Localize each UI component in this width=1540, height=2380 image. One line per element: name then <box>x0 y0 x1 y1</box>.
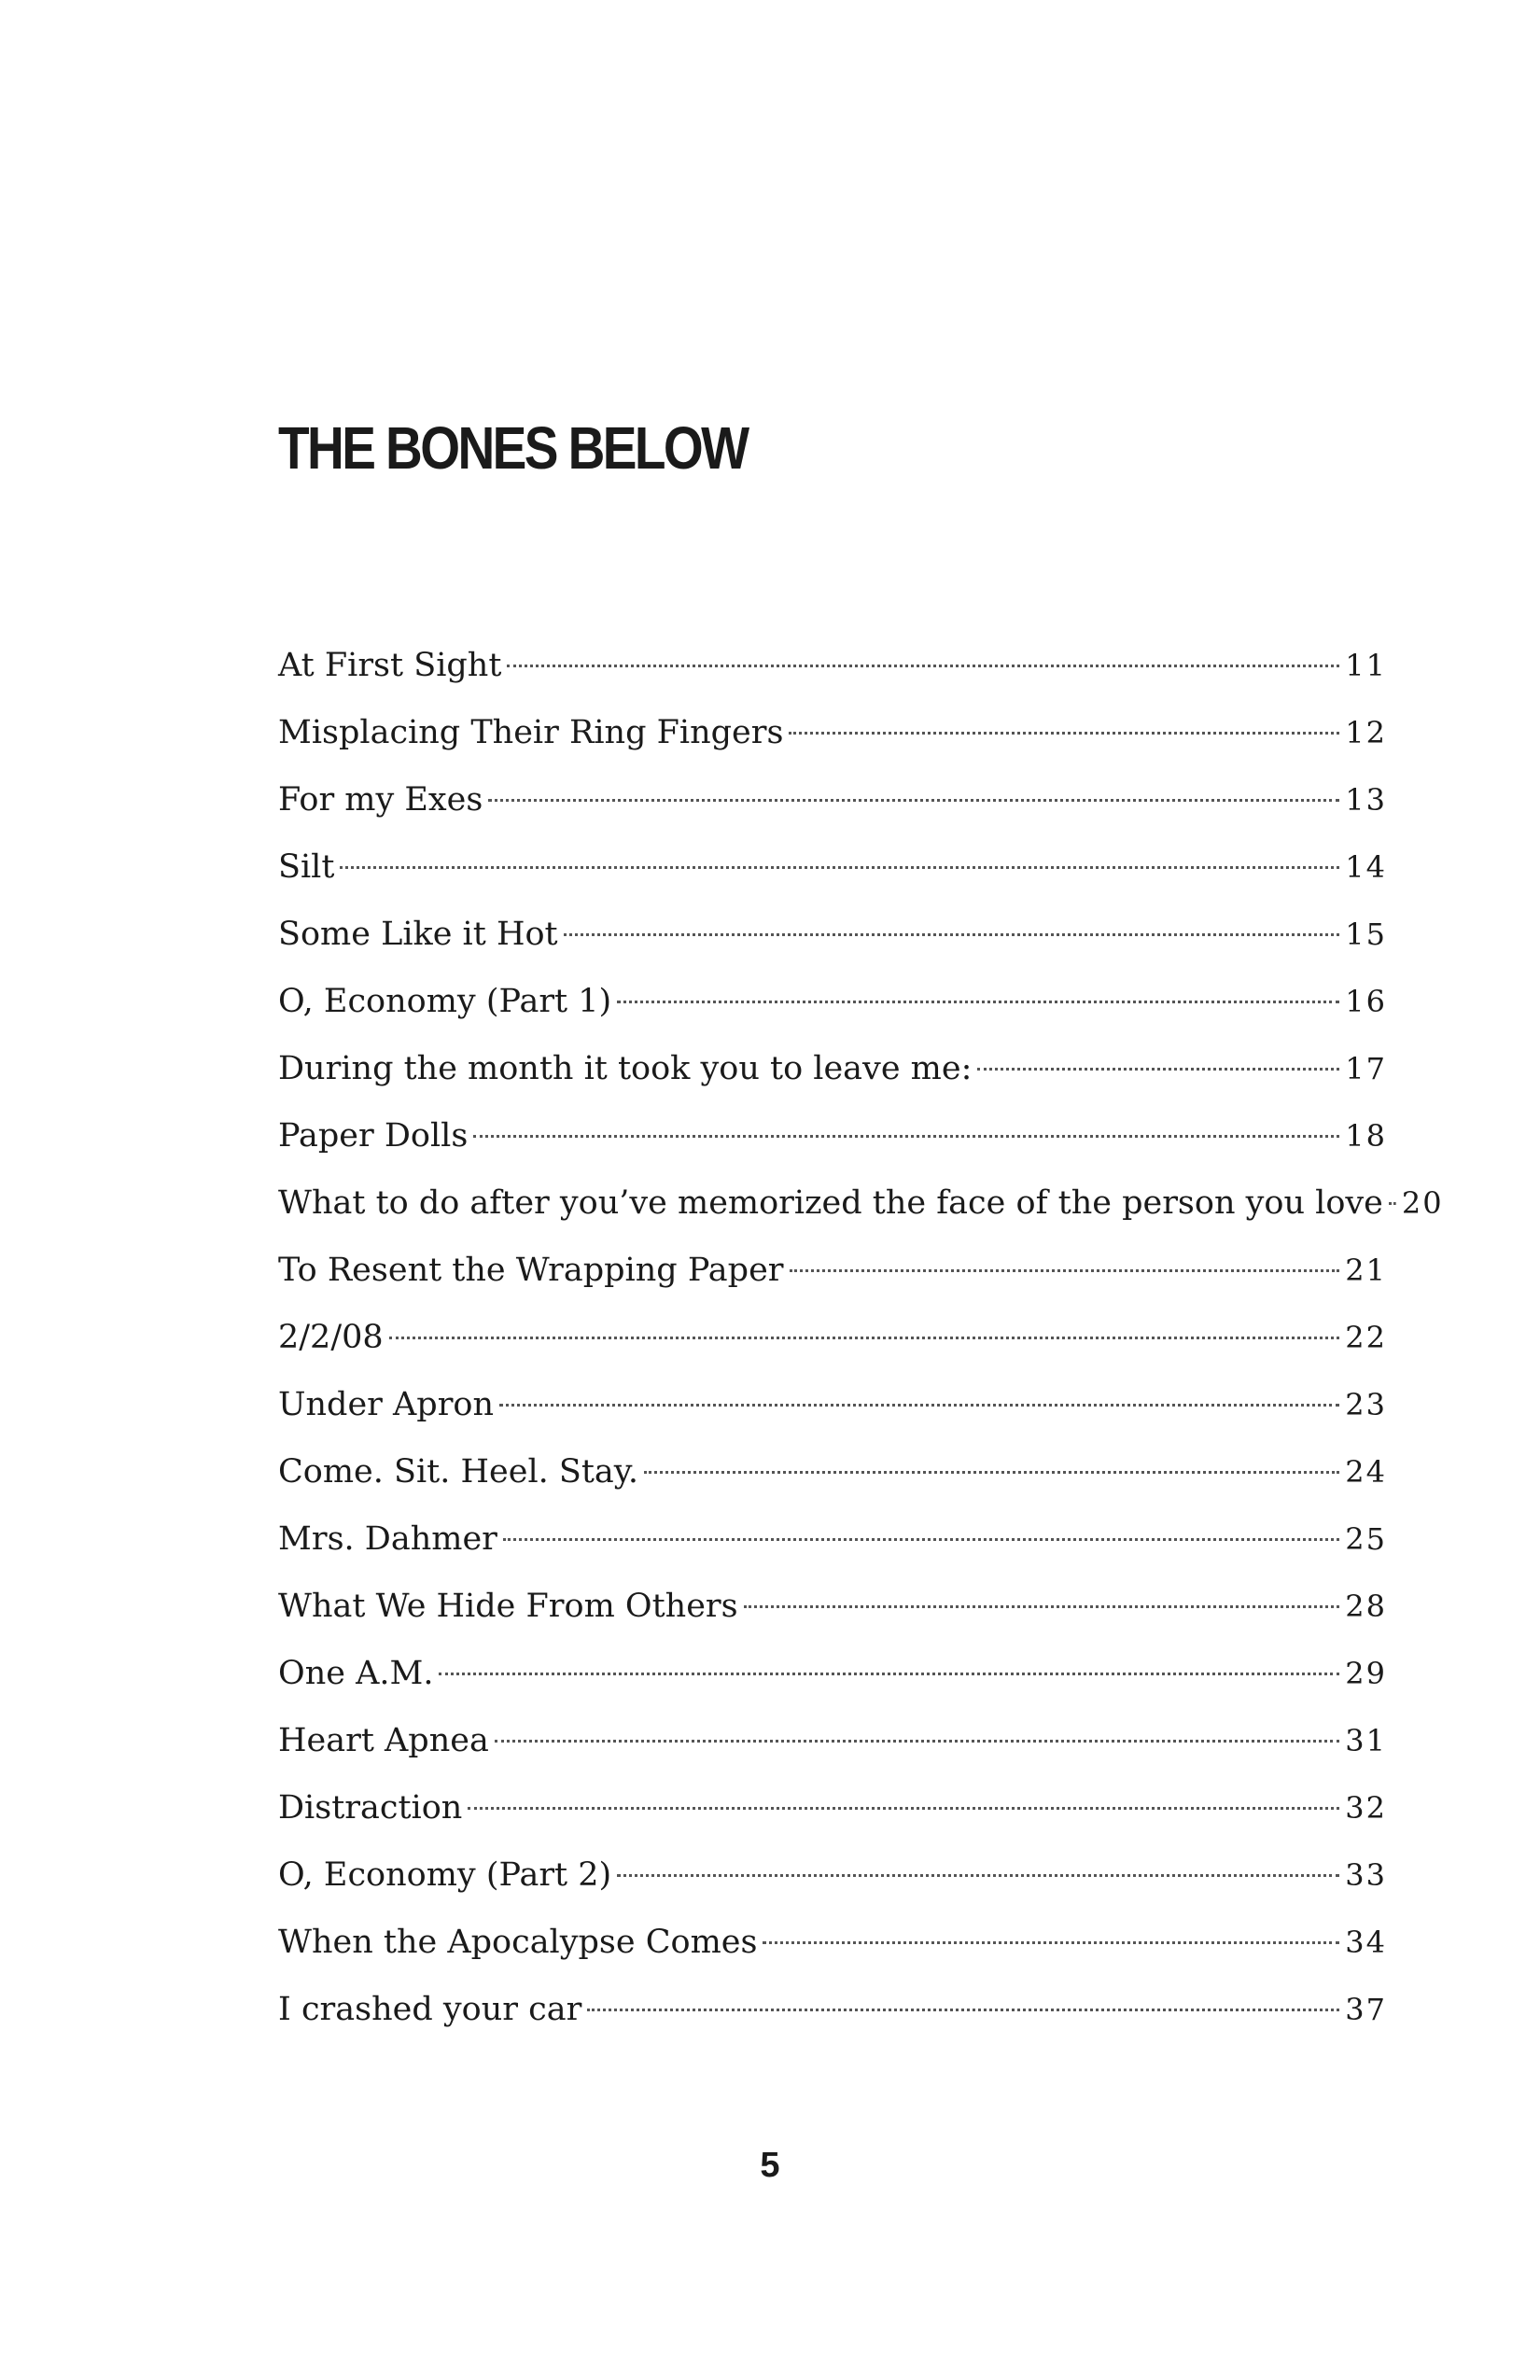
toc-entry <box>278 1774 1387 1841</box>
toc-entry-page: 34 <box>1345 1925 1387 1960</box>
toc-entry <box>278 1976 1387 2043</box>
toc-entry-page: 14 <box>1345 849 1387 885</box>
dot-leader <box>389 1337 1340 1339</box>
toc-entry-page: 22 <box>1345 1320 1387 1355</box>
toc-entry-title: Come. Sit. Heel. Stay. <box>278 1453 639 1491</box>
toc-entry-title: Heart Apnea <box>278 1722 489 1759</box>
toc-entry-page: 18 <box>1345 1118 1387 1154</box>
toc-entry <box>278 1841 1387 1909</box>
toc-entry-title: Under Apron <box>278 1386 495 1423</box>
toc-entry-title: At First Sight <box>278 647 502 684</box>
dot-leader <box>564 933 1340 936</box>
dot-leader <box>340 866 1339 869</box>
toc-entry <box>278 1640 1387 1707</box>
toc-entry <box>278 1371 1387 1438</box>
toc-entry-title: 2/2/08 <box>278 1319 384 1356</box>
dot-leader <box>617 1874 1339 1877</box>
dot-leader <box>499 1404 1339 1407</box>
dot-leader <box>495 1740 1339 1743</box>
toc-entry-title: To Resent the Wrapping Paper <box>278 1252 784 1289</box>
section-title: THE BONES BELOW <box>278 414 748 482</box>
toc-entry <box>278 699 1387 766</box>
toc-entry-title: For my Exes <box>278 781 483 819</box>
toc-entry-title: When the Apocalypse Comes <box>278 1924 758 1961</box>
toc-entry-title: What We Hide From Others <box>278 1588 738 1625</box>
dot-leader <box>977 1068 1339 1071</box>
dot-leader <box>789 732 1339 735</box>
dot-leader <box>488 799 1339 802</box>
dot-leader <box>468 1807 1339 1810</box>
toc-entry <box>278 1102 1387 1169</box>
dot-leader <box>503 1538 1339 1541</box>
toc-entry-page: 13 <box>1345 782 1387 818</box>
toc-entry <box>278 766 1387 833</box>
toc-entry <box>278 1707 1387 1774</box>
dot-leader <box>507 665 1339 667</box>
toc-entry-title: I crashed your car <box>278 1991 582 2028</box>
toc-entry-title: Paper Dolls <box>278 1117 469 1155</box>
toc-entry <box>278 1573 1387 1640</box>
dot-leader <box>790 1269 1340 1272</box>
toc-entry-title: Misplacing Their Ring Fingers <box>278 714 784 751</box>
toc-entry <box>278 1909 1387 1976</box>
toc-entry-page: 17 <box>1345 1051 1387 1086</box>
toc-entry-title: O, Economy (Part 1) <box>278 983 612 1020</box>
dot-leader <box>439 1673 1339 1675</box>
toc-entry-title: Distraction <box>278 1789 463 1827</box>
toc-entry-page: 28 <box>1345 1589 1387 1624</box>
toc-entry-page: 32 <box>1345 1790 1387 1826</box>
toc-entry <box>278 1505 1387 1573</box>
toc-entry <box>278 1304 1387 1371</box>
toc-entry-page: 29 <box>1345 1656 1387 1691</box>
toc-entry-title: Some Like it Hot <box>278 916 558 953</box>
toc-entry <box>278 968 1387 1035</box>
toc-entry-page: 15 <box>1345 917 1387 952</box>
toc-entry-title: O, Economy (Part 2) <box>278 1856 612 1894</box>
toc-entry <box>278 1237 1387 1304</box>
toc-entry-page: 25 <box>1345 1521 1387 1557</box>
toc-entry <box>278 833 1387 901</box>
toc-entry-page: 23 <box>1345 1387 1387 1422</box>
toc-entry-page: 11 <box>1345 648 1387 683</box>
toc-entry-title: What to do after you’ve memorized the face of the person you love <box>278 1184 1383 1222</box>
toc-entry-title: During the month it took you to leave me: <box>278 1050 973 1087</box>
toc-entry <box>278 632 1387 699</box>
toc-entry-page: 37 <box>1345 1992 1387 2027</box>
dot-leader <box>587 2009 1339 2011</box>
toc-entry <box>278 1438 1387 1505</box>
toc-entry-page: 24 <box>1345 1454 1387 1490</box>
table-of-contents <box>278 632 1444 2043</box>
dot-leader <box>763 1941 1339 1944</box>
toc-entry-title: Mrs. Dahmer <box>278 1520 497 1558</box>
toc-entry-page: 16 <box>1345 984 1387 1019</box>
dot-leader <box>744 1605 1340 1608</box>
toc-entry-page: 12 <box>1345 715 1387 750</box>
toc-entry <box>278 901 1387 968</box>
dot-leader <box>617 1001 1339 1003</box>
dot-leader <box>1389 1202 1396 1205</box>
toc-entry-page: 31 <box>1345 1723 1387 1758</box>
toc-entry <box>278 1035 1387 1102</box>
toc-entry-page: 20 <box>1401 1185 1444 1221</box>
page-number: 5 <box>760 2146 780 2185</box>
toc-entry-page: 21 <box>1345 1253 1387 1288</box>
toc-entry-title: One A.M. <box>278 1655 434 1692</box>
toc-entry-page: 33 <box>1345 1857 1387 1893</box>
dot-leader <box>473 1135 1339 1138</box>
toc-entry <box>278 1169 1444 1237</box>
toc-entry-title: Silt <box>278 848 335 886</box>
dot-leader <box>644 1471 1339 1474</box>
